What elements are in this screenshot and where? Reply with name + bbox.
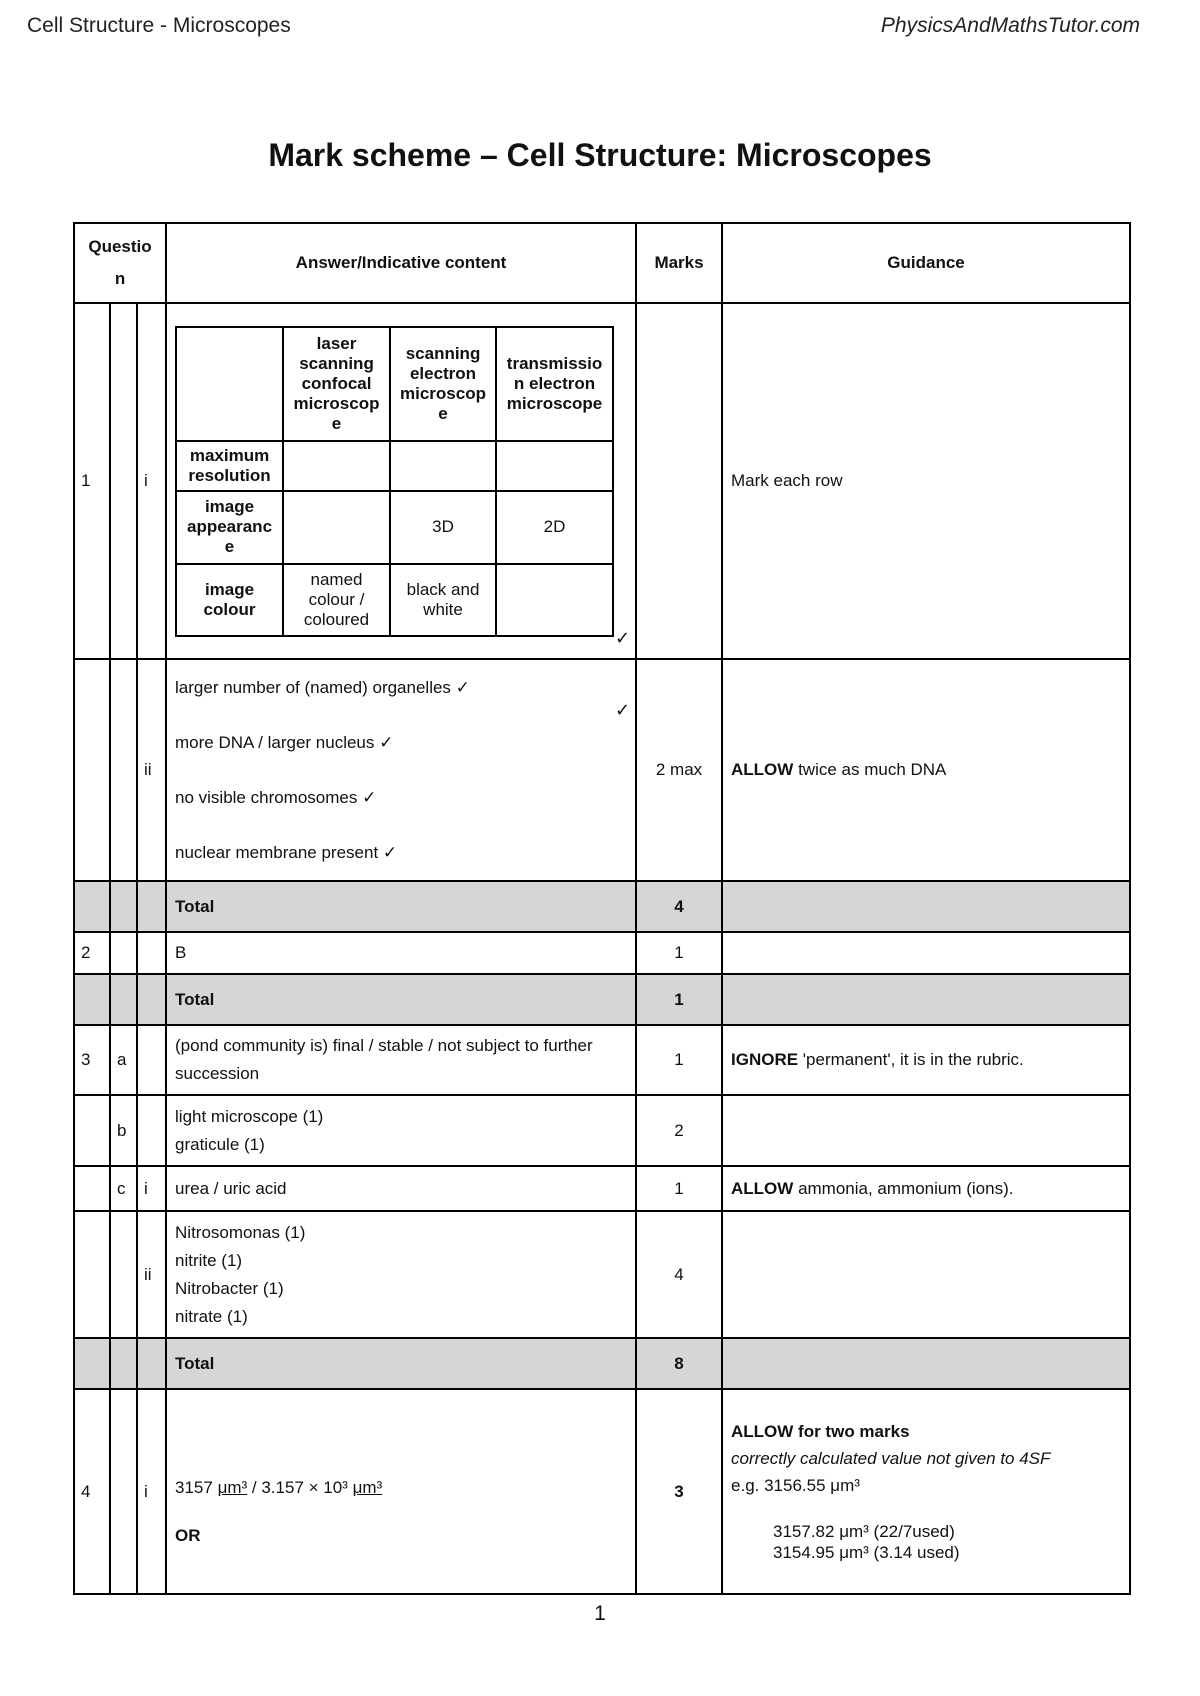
- inner-cell: [283, 441, 390, 491]
- question-subpart: ii: [137, 659, 166, 881]
- question-part: a: [110, 1025, 137, 1095]
- answer-line: more DNA / larger nucleus ✓: [175, 733, 394, 752]
- answer-value: / 3.157 × 10³: [247, 1477, 353, 1497]
- answer-unit: μm³: [352, 1477, 383, 1497]
- answer-cell: [166, 1211, 636, 1338]
- guidance-text: 3154.95 μm³ (3.14 used): [773, 1543, 960, 1562]
- answer-cell: B: [166, 932, 636, 974]
- guidance-keyword: ALLOW: [731, 1178, 794, 1198]
- marks-cell: 4: [636, 1211, 722, 1338]
- inner-cell: 2D: [496, 491, 613, 564]
- answer-cell: (pond community is) final / stable / not subject to further succession: [166, 1025, 636, 1095]
- total-row: [74, 974, 1130, 1025]
- total-label: Total: [166, 974, 636, 1025]
- total-marks: 1: [636, 974, 722, 1025]
- guidance-cell: [722, 659, 1130, 881]
- table-header-row: [74, 223, 1130, 303]
- marks-cell: 1: [636, 1166, 722, 1211]
- answer-unit: μm³: [217, 1477, 248, 1497]
- inner-row-label: image appearanc e: [176, 491, 283, 564]
- table-row: [74, 659, 1130, 881]
- answer-line: larger number of (named) organelles ✓: [175, 678, 470, 697]
- total-marks: 4: [636, 881, 722, 932]
- marks-cell: 3: [636, 1389, 722, 1594]
- answer-line: Nitrobacter (1): [175, 1278, 284, 1298]
- question-subpart: i: [137, 303, 166, 659]
- table-row: [74, 1025, 1130, 1095]
- total-label: Total: [166, 1338, 636, 1389]
- inner-cell: 3D: [390, 491, 496, 564]
- guidance-cell: [722, 1025, 1130, 1095]
- marks-cell: 1: [636, 932, 722, 974]
- question-column-header: Questio n: [74, 223, 166, 303]
- inner-cell: [496, 564, 613, 636]
- guidance-cell: [722, 1166, 1130, 1211]
- marks-column-header: Marks: [636, 223, 722, 303]
- guidance-text: twice as much DNA: [793, 760, 947, 779]
- answer-cell: [166, 659, 636, 881]
- answer-line: Nitrosomonas (1): [175, 1222, 306, 1242]
- guidance-text: 3157.82 μm³ (22/7used): [773, 1522, 955, 1541]
- marks-cell: 1: [636, 1025, 722, 1095]
- guidance-text: e.g. 3156.55 μm³: [731, 1476, 860, 1495]
- inner-cell: black and white: [390, 564, 496, 636]
- answer-line: light microscope (1): [175, 1106, 324, 1126]
- table-row: [74, 1166, 1130, 1211]
- question-subpart: i: [137, 1389, 166, 1594]
- inner-row-label: maximum resolution: [176, 441, 283, 491]
- inner-col-header: transmissio n electron microscope: [496, 327, 613, 441]
- inner-cell: [390, 441, 496, 491]
- tick-mark: ✓: [615, 627, 631, 648]
- answer-line: graticule (1): [175, 1134, 265, 1154]
- mark-scheme-table: [73, 222, 1131, 1595]
- guidance-keyword: ALLOW: [731, 760, 794, 779]
- guidance-keyword: IGNORE: [731, 1050, 799, 1069]
- question-subpart: i: [137, 1166, 166, 1211]
- guidance-text: correctly calculated value not given to 4SF: [731, 1449, 1051, 1468]
- tick-mark: ✓: [615, 699, 631, 720]
- inner-corner-cell: [176, 327, 283, 441]
- answer-or: OR: [175, 1525, 201, 1545]
- answer-cell: urea / uric acid: [166, 1166, 636, 1211]
- question-part: b: [110, 1095, 137, 1166]
- answer-line: nuclear membrane present ✓: [175, 843, 398, 862]
- answer-cell: [166, 1095, 636, 1166]
- microscope-comparison-table: [175, 326, 614, 637]
- guidance-text: ammonia, ammonium (ions).: [793, 1178, 1014, 1198]
- answer-line: nitrate (1): [175, 1306, 248, 1326]
- table-row: [74, 1389, 1130, 1594]
- inner-col-header: scanning electron microscop e: [390, 327, 496, 441]
- question-number: 2: [74, 932, 110, 974]
- answer-column-header: Answer/Indicative content: [166, 223, 636, 303]
- inner-col-header: laser scanning confocal microscop e: [283, 327, 390, 441]
- total-row: [74, 1338, 1130, 1389]
- answer-cell: [166, 1389, 636, 1594]
- guidance-column-header: Guidance: [722, 223, 1130, 303]
- page-title: Mark scheme – Cell Structure: Microscopes: [268, 137, 932, 173]
- answer-value: 3157: [175, 1477, 218, 1497]
- table-row: [74, 1211, 1130, 1338]
- question-number: 1: [74, 303, 110, 659]
- header-title: Cell Structure - Microscopes: [27, 14, 291, 37]
- inner-cell: named colour / coloured: [283, 564, 390, 636]
- guidance-cell: Mark each row: [722, 303, 1130, 659]
- table-row: [74, 1095, 1130, 1166]
- question-number: 3: [74, 1025, 110, 1095]
- guidance-heading: ALLOW for two marks: [731, 1422, 910, 1441]
- marks-cell: 2 max: [636, 659, 722, 881]
- header-site: PhysicsAndMathsTutor.com: [880, 14, 1140, 37]
- total-marks: 8: [636, 1338, 722, 1389]
- inner-cell: [283, 491, 390, 564]
- question-number: 4: [74, 1389, 110, 1594]
- question-subpart: ii: [137, 1211, 166, 1338]
- question-part: [110, 303, 137, 659]
- marks-cell: 2: [636, 1095, 722, 1166]
- question-part: c: [110, 1166, 137, 1211]
- marks-cell: [636, 303, 722, 659]
- page-number: 1: [594, 1602, 606, 1625]
- total-row: [74, 881, 1130, 932]
- guidance-text: 'permanent', it is in the rubric.: [798, 1050, 1024, 1069]
- total-label: Total: [166, 881, 636, 932]
- guidance-cell: [722, 1389, 1130, 1594]
- inner-cell: [496, 441, 613, 491]
- table-row: [74, 303, 1130, 659]
- answer-line: no visible chromosomes ✓: [175, 788, 377, 807]
- table-row: [74, 932, 1130, 974]
- answer-line: nitrite (1): [175, 1250, 243, 1270]
- inner-row-label: image colour: [176, 564, 283, 636]
